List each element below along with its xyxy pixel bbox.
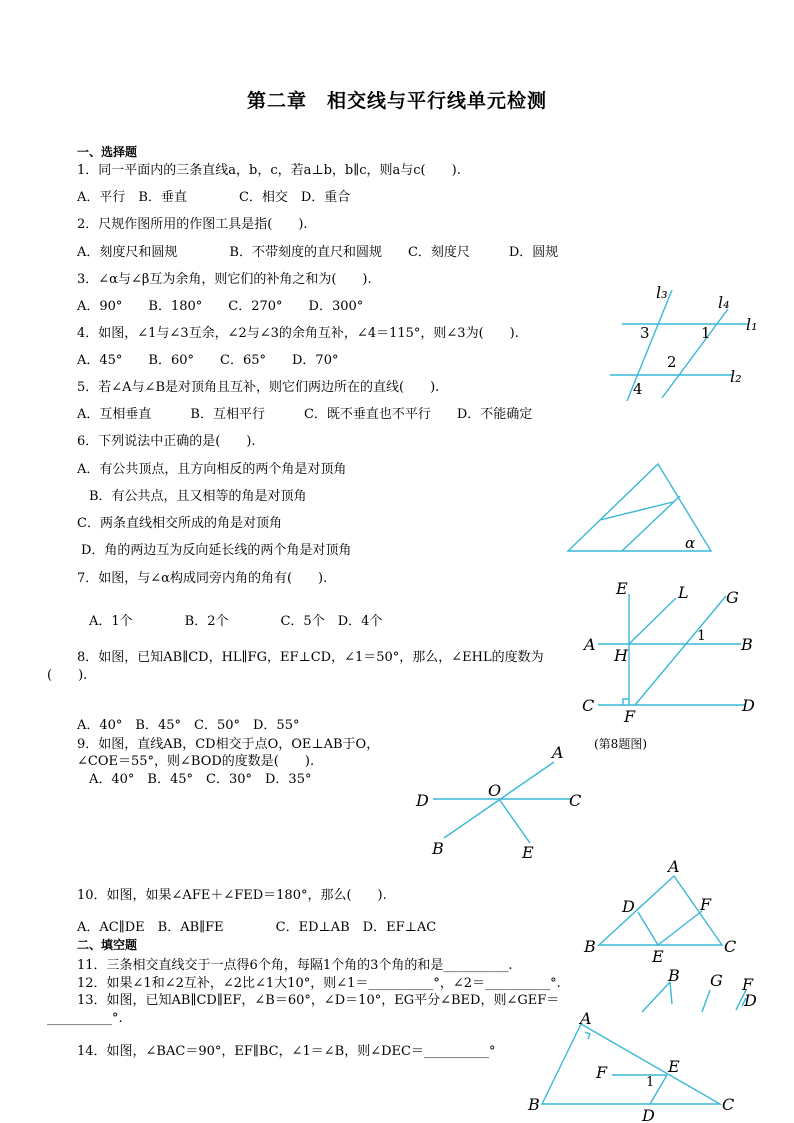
ray-e bbox=[670, 982, 672, 1004]
q13-stem-continued: __________°. bbox=[47, 1011, 123, 1026]
label-F: F bbox=[624, 707, 636, 726]
label-A: A bbox=[552, 743, 564, 762]
q8-figure bbox=[578, 574, 768, 724]
q9-stem-continued: ∠COE＝55°，则∠BOD的度数是( ). bbox=[77, 754, 315, 769]
q10-stem: 10．如图，如果∠AFE＋∠FED＝180°，那么( ). bbox=[77, 888, 387, 903]
label-F: F bbox=[596, 1063, 608, 1082]
label-H: H bbox=[614, 646, 628, 665]
q7-options: A．1个 B．2个 C．5个 D．4个 bbox=[89, 614, 383, 629]
q4-stem: 4．如图，∠1与∠3互余，∠2与∠3的余角互补，∠4＝115°，则∠3为( ). bbox=[77, 326, 519, 341]
segment-ef bbox=[658, 911, 702, 945]
label-D: D bbox=[742, 696, 755, 715]
right-angle-mark bbox=[623, 699, 629, 705]
label-l1: l₁ bbox=[746, 315, 758, 334]
segment-de bbox=[638, 912, 658, 945]
label-l3: l₃ bbox=[656, 283, 668, 302]
q4-options: A．45° B．60° C．65° D．70° bbox=[77, 353, 339, 368]
label-B: B bbox=[528, 1095, 540, 1114]
ray-oe bbox=[499, 799, 530, 843]
label-O: O bbox=[488, 781, 502, 800]
q1-stem: 1．同一平面内的三条直线a，b，c，若a⊥b，b∥c，则a与c( ). bbox=[77, 163, 461, 178]
label-F: F bbox=[742, 975, 754, 994]
inner-segment-2 bbox=[622, 496, 680, 551]
q14-figure bbox=[524, 1008, 744, 1123]
label-C: C bbox=[722, 1095, 735, 1114]
alpha-label: α bbox=[685, 534, 696, 552]
q2-options: A．刻度尺和圆规 B．不带刻度的直尺和圆规 C．刻度尺 D．圆规 bbox=[77, 245, 559, 260]
q3-stem: 3．∠α与∠β互为余角，则它们的补角之和为( ). bbox=[77, 272, 372, 287]
q1-options: A．平行 B．垂直 C．相交 D．重合 bbox=[77, 190, 351, 205]
label-A: A bbox=[668, 857, 680, 876]
q6-option-a: A．有公共顶点，且方向相反的两个角是对顶角 bbox=[77, 462, 347, 477]
q6-option-d: D．角的两边互为反向延长线的两个角是对顶角 bbox=[81, 543, 352, 558]
label-B: B bbox=[668, 966, 680, 985]
triangle-abc bbox=[542, 1024, 720, 1104]
q12-stem: 12．如果∠1和∠2互补，∠2比∠1大10°，则∠1＝__________°，∠2＝__________°. bbox=[77, 976, 561, 991]
q7-stem: 7．如图，与∠α构成同旁内角的角有( ). bbox=[77, 571, 328, 586]
q8-stem: 8．如图，已知AB∥CD，HL∥FG，EF⊥CD，∠1＝50°，那么，∠EHL的度数为 bbox=[77, 650, 544, 665]
label-E: E bbox=[616, 579, 628, 598]
q10-figure bbox=[580, 856, 750, 968]
label-C: C bbox=[724, 937, 737, 956]
label-L: L bbox=[678, 583, 689, 602]
q5-options: A．互相垂直 B．互相平行 C．既不垂直也不平行 D．不能确定 bbox=[77, 407, 533, 422]
label-E: E bbox=[668, 1057, 680, 1076]
line-hl bbox=[629, 598, 676, 644]
right-angle-mark bbox=[585, 1032, 590, 1039]
label-B: B bbox=[741, 635, 753, 654]
label-B: B bbox=[432, 839, 444, 858]
q8-stem-continued: ( ). bbox=[47, 668, 88, 683]
label-F: F bbox=[700, 895, 712, 914]
q9-stem: 9．如图，直线AB，CD相交于点O，OE⊥AB于O， bbox=[77, 737, 380, 752]
q3-options: A．90° B．180° C．270° D．300° bbox=[77, 299, 364, 314]
q8-figure-caption: (第8题图) bbox=[594, 737, 647, 751]
q5-stem: 5．若∠A与∠B是对顶角且互补，则它们两边所在的直线( ). bbox=[77, 380, 440, 395]
line-fg bbox=[635, 596, 726, 705]
label-G: G bbox=[710, 971, 723, 990]
section-fill-heading: 二、填空题 bbox=[77, 938, 138, 952]
label-A: A bbox=[584, 635, 596, 654]
q11-stem: 11．三条相交直线交于一点得6个角，每隔1个角的3个角的和是__________. bbox=[77, 958, 513, 973]
label-E: E bbox=[652, 947, 664, 966]
angle-3-label: 3 bbox=[640, 324, 650, 342]
angle-1-label: 1 bbox=[697, 628, 706, 644]
q6-option-b: B．有公共点，且又相等的角是对顶角 bbox=[89, 489, 307, 504]
label-A: A bbox=[580, 1009, 592, 1028]
angle-1-label: 1 bbox=[701, 324, 711, 342]
q6-option-c: C．两条直线相交所成的角是对顶角 bbox=[77, 516, 282, 531]
label-B: B bbox=[584, 937, 596, 956]
label-C: C bbox=[582, 696, 595, 715]
label-C: C bbox=[569, 791, 582, 810]
angle-2-label: 2 bbox=[667, 353, 677, 371]
q10-options: A．AC∥DE B．AB∥FE C．ED⊥AB D．EF⊥AC bbox=[77, 920, 437, 935]
label-D: D bbox=[622, 897, 635, 916]
label-G: G bbox=[726, 588, 739, 607]
page-title: 第二章 相交线与平行线单元检测 bbox=[246, 90, 547, 112]
q9-figure bbox=[412, 740, 592, 862]
label-l2: l₂ bbox=[730, 367, 742, 386]
angle-4-label: 4 bbox=[633, 380, 643, 398]
inner-segment-1 bbox=[600, 502, 673, 520]
q2-stem: 2．尺规作图所用的作图工具是指( ). bbox=[77, 217, 308, 232]
label-l4: l₄ bbox=[718, 293, 730, 312]
label-D: D bbox=[744, 991, 757, 1010]
section-choice-heading: 一、选择题 bbox=[77, 145, 138, 159]
q7-figure bbox=[560, 458, 720, 558]
q6-stem: 6．下列说法中正确的是( ). bbox=[77, 434, 256, 449]
label-E: E bbox=[522, 843, 534, 862]
q13-stem: 13．如图，已知AB∥CD∥EF，∠B＝60°，∠D＝10°，EG平分∠BED，则∠GEF＝ bbox=[77, 993, 560, 1008]
q9-options: A．40° B．45° C．30° D．35° bbox=[89, 772, 312, 787]
angle-1-label: 1 bbox=[646, 1075, 655, 1090]
q8-options: A．40° B．45° C．50° D．55° bbox=[77, 718, 300, 733]
label-D: D bbox=[642, 1106, 655, 1123]
q14-stem: 14．如图，∠BAC＝90°，EF∥BC，∠1＝∠B，则∠DEC＝__________° bbox=[77, 1044, 496, 1059]
label-D: D bbox=[416, 791, 429, 810]
q4-figure bbox=[600, 278, 770, 403]
